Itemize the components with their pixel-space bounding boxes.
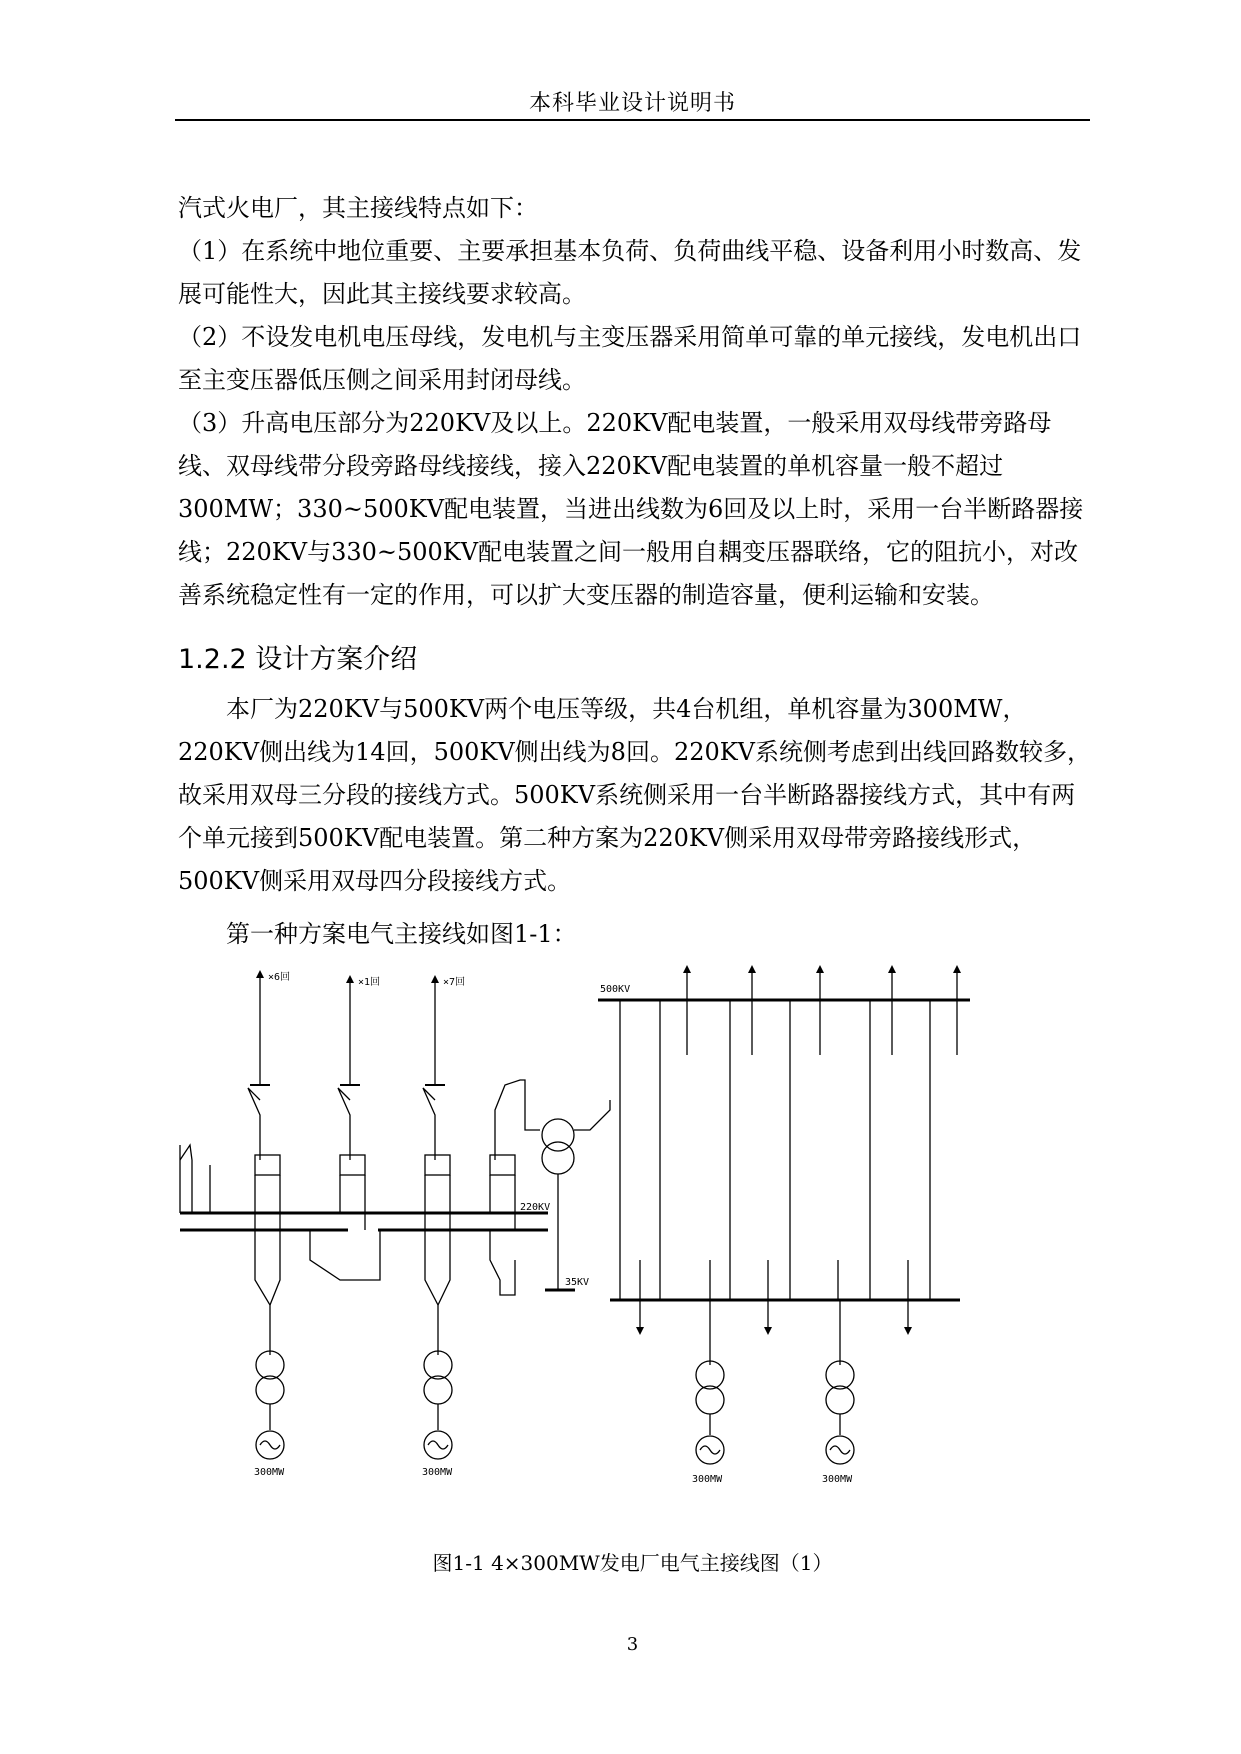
label-gen-4: 300MW [822,1474,853,1485]
diagram-lines [180,970,970,1464]
label-500kv: 500KV [600,984,631,995]
generator-symbols [260,1441,850,1454]
500kv-strings [620,1000,930,1300]
main-wiring-diagram [170,960,1090,1520]
autotransformer-b [542,1142,574,1174]
transformer-3a [696,1361,724,1389]
label-x1: ×1回 [358,977,381,988]
label-gen-1: 300MW [254,1467,285,1478]
label-gen-2: 300MW [422,1467,453,1478]
500kv-outgoing [640,970,957,1330]
section-heading: 1.2.2 设计方案介绍 [178,644,418,675]
transformer-4a [826,1361,854,1389]
header-rule [175,119,1090,121]
transformer-4b [826,1386,854,1414]
label-35kv: 35KV [565,1277,590,1288]
page-header: 本科毕业设计说明书 [528,91,736,116]
intro-paragraph: 汽式火电厂，其主接线特点如下： [178,194,538,222]
point-1-paragraph: （1）在系统中地位重要、主要承担基本负荷、负荷曲线平稳、设备利用小时数高、发展可能性大，因此其主接线要求较高。 [178,237,1082,308]
point-3-paragraph: （3）升高电压部分为220KV及以上。220KV配电装置，一般采用双母线带旁路母线、双母线带分段旁路母线接线，接入220KV配电装置的单机容量一般不超过300MW；330~500KV配电装置，当进出线数为6回及以上时，采用一台半断路器接线；220KV与330~500KV配电装置之间一般用自耦变压器联络，它的阻抗小，对改善系统稳定性有一定的作用，可以扩大变压器的制造容量，便利运输和安装。 [178,409,1084,609]
label-x7: ×7回 [443,977,466,988]
label-gen-3: 300MW [692,1474,723,1485]
figure-caption: 图1-1 4×300MW发电厂电气主接线图（1） [432,1551,833,1575]
transformer-1a [256,1351,284,1379]
point-2-paragraph: （2）不设发电机电压母线，发电机与主变压器采用简单可靠的单元接线，发电机出口至主变压器低压侧之间采用封闭母线。 [178,323,1082,394]
figure-intro-paragraph: 第一种方案电气主接线如图1-1： [226,920,577,948]
design-paragraph: 本厂为220KV与500KV两个电压等级，共4台机组，单机容量为300MW，220KV侧出线为14回，500KV侧出线为8回。220KV系统侧考虑到出线回路数较多，故采用双母三分段的接线方式。500KV系统侧采用一台半断路器接线方式，其中有两个单元接到500KV配电装置。第二种方案为220KV侧采用双母带旁路接线形式，500KV侧采用双母四分段接线方式。 [178,695,1092,895]
page-number: 3 [626,1634,639,1655]
label-x6: ×6回 [268,972,291,983]
bus-coupler [310,1230,380,1280]
transformer-1b [256,1376,284,1404]
label-220kv: 220KV [520,1202,551,1213]
transformer-2a [424,1351,452,1379]
transformer-3b [696,1386,724,1414]
transformer-2b [424,1376,452,1404]
